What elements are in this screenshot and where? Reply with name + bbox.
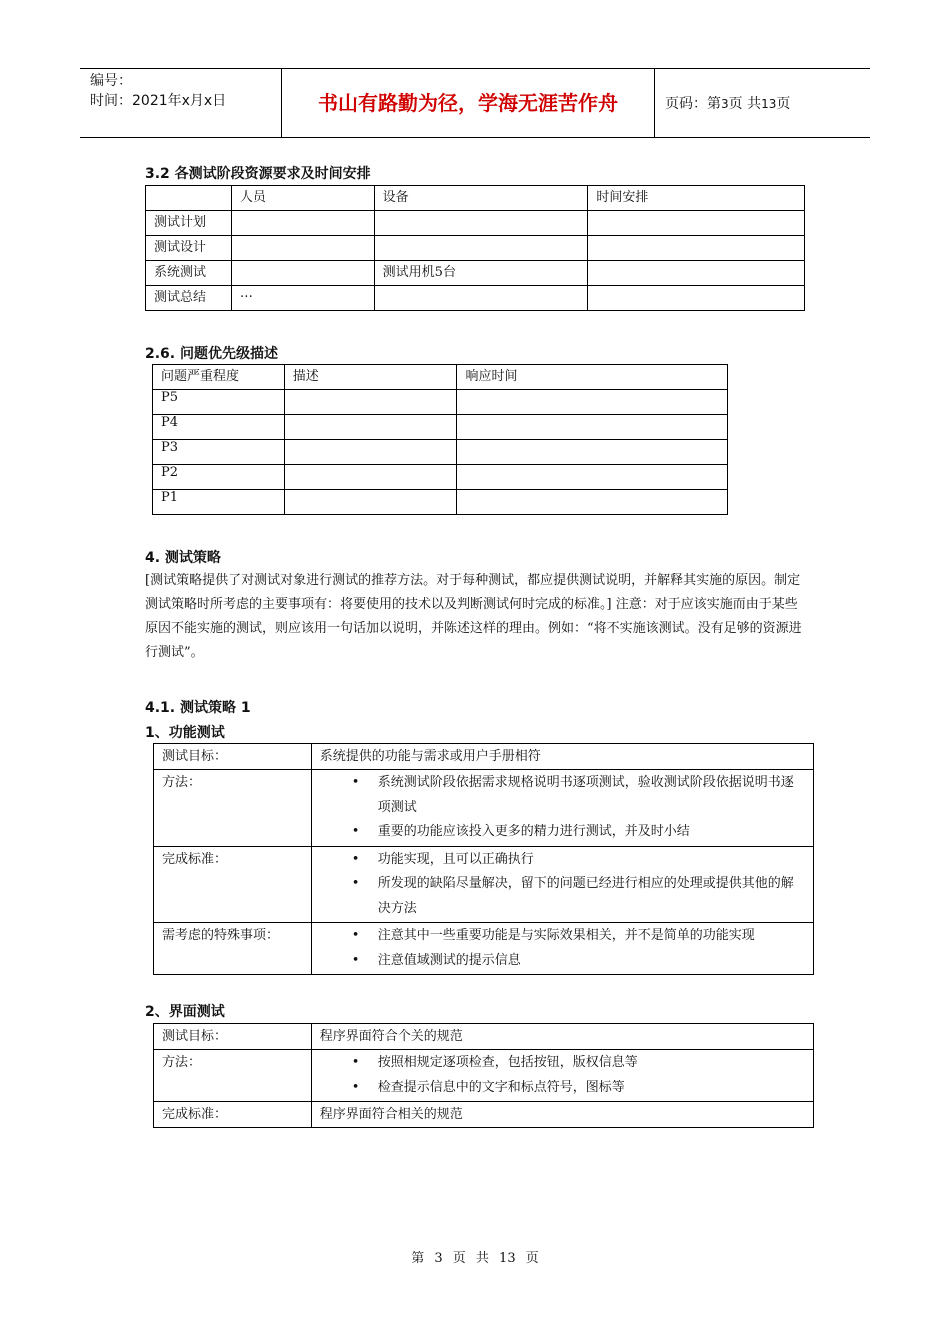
table-header-row: [146, 186, 805, 211]
header-divider: [654, 69, 655, 137]
table-cell: P3: [153, 440, 285, 465]
table-cell: …: [231, 286, 374, 311]
priority-table: [152, 364, 728, 515]
header-meta: [90, 71, 226, 111]
page-header: [80, 68, 870, 138]
table-cell: [588, 211, 805, 236]
table-cell: 完成标准：: [154, 846, 312, 923]
list-item: • 所发现的缺陷尽量解决，留下的问题已经进行相应的处理或提供其他的解决方法: [320, 872, 805, 921]
criteria-list: [320, 848, 805, 922]
table-cell: P5: [153, 390, 285, 415]
table-cell: [284, 415, 457, 440]
table-header-cell: 响应时间: [457, 365, 728, 390]
table-cell: 程序界面符合相关的规范: [311, 1102, 813, 1128]
table-cell: [457, 390, 728, 415]
table-cell: 测试计划: [146, 211, 232, 236]
table-row: [146, 261, 805, 286]
table-cell: [284, 440, 457, 465]
table-header-cell: 人员: [231, 186, 374, 211]
table-header-cell: 问题严重程度: [153, 365, 285, 390]
table-cell: 测试目标：: [154, 744, 312, 770]
table-header-row: [153, 365, 728, 390]
list-item: • 注意值域测试的提示信息: [320, 949, 805, 974]
table-cell: [457, 440, 728, 465]
table-row: [146, 236, 805, 261]
table-cell: 测试总结: [146, 286, 232, 311]
page-footer: 第 3 页 共 13 页: [411, 1251, 539, 1266]
ui-test-table: [153, 1023, 814, 1128]
table-cell: [284, 465, 457, 490]
table-cell: [284, 490, 457, 515]
table-row: [153, 390, 728, 415]
table-cell: [588, 286, 805, 311]
table-cell: [311, 923, 813, 975]
table-cell: 系统提供的功能与需求或用户手册相符: [311, 744, 813, 770]
strategy-paragraph: [测试策略提供了对测试对象进行测试的推荐方法。对于每种测试，都应提供测试说明，并解释其实施的原因。制定测试策略时所考虑的主要事项有：将要使用的技术以及判断测试何时完成的标准。] 注意：对于应该实施而由于某些原因不能实施的测试，则应该用一句话加以说明，并陈述这样的理由。例如：“将不实施该测试。没有足够的资源进行测试”。: [145, 573, 802, 660]
time-label: 时间：2021年x月x日: [90, 93, 227, 109]
section-heading-3-2: 3.2 各测试阶段资源要求及时间安排: [145, 166, 371, 182]
table-cell: [311, 770, 813, 847]
table-row: [154, 1102, 814, 1128]
header-page-number: 页码：第3页 共13页: [665, 96, 791, 112]
number-label: 编号：: [90, 73, 132, 89]
header-motto: 书山有路勤为径，学海无涯苦作舟: [318, 91, 618, 115]
table-cell: [284, 390, 457, 415]
table-row: [154, 1024, 814, 1050]
section-heading-2-6: 2.6. 问题优先级描述: [145, 346, 278, 362]
table-header-cell: 描述: [284, 365, 457, 390]
method-list: [320, 771, 805, 845]
table-cell: P4: [153, 415, 285, 440]
ui-test-heading: 2、界面测试: [145, 1004, 225, 1020]
table-row: [146, 211, 805, 236]
section-heading-4-1: 4.1. 测试策略 1: [145, 700, 251, 716]
table-row: [153, 490, 728, 515]
table-row: [153, 465, 728, 490]
table-cell: 测试用机5台: [374, 261, 588, 286]
special-list: [320, 924, 805, 973]
list-item: • 注意其中一些重要功能是与实际效果相关，并不是简单的功能实现: [320, 924, 805, 949]
section-heading-4: 4. 测试策略: [145, 550, 221, 566]
table-cell: 测试设计: [146, 236, 232, 261]
table-cell: [311, 846, 813, 923]
table-cell: [457, 415, 728, 440]
table-row: [154, 923, 814, 975]
table-row: [153, 440, 728, 465]
table-cell: [588, 261, 805, 286]
table-header-cell: 设备: [374, 186, 588, 211]
functional-test-table: [153, 743, 814, 975]
table-cell: [588, 236, 805, 261]
table-cell: [231, 236, 374, 261]
table-row: [146, 286, 805, 311]
table-cell: 系统测试: [146, 261, 232, 286]
table-row: [154, 744, 814, 770]
table-header-cell: [146, 186, 232, 211]
table-cell: 方法：: [154, 1050, 312, 1102]
list-item: • 重要的功能应该投入更多的精力进行测试，并及时小结: [320, 820, 805, 845]
table-cell: P2: [153, 465, 285, 490]
list-item: • 检查提示信息中的文字和标点符号，图标等: [320, 1076, 805, 1101]
list-item: • 系统测试阶段依据需求规格说明书逐项测试，验收测试阶段依据说明书逐项测试: [320, 771, 805, 820]
table-cell: [457, 490, 728, 515]
table-cell: [311, 1050, 813, 1102]
table-row: [154, 1050, 814, 1102]
table-row: [154, 770, 814, 847]
table-cell: P1: [153, 490, 285, 515]
table-cell: 方法：: [154, 770, 312, 847]
table-cell: [374, 236, 588, 261]
table-cell: [231, 261, 374, 286]
table-cell: 完成标准：: [154, 1102, 312, 1128]
table-header-cell: 时间安排: [588, 186, 805, 211]
table-cell: [374, 211, 588, 236]
table-cell: 测试目标：: [154, 1024, 312, 1050]
list-item: • 功能实现，且可以正确执行: [320, 848, 805, 873]
table-cell: [374, 286, 588, 311]
table-cell: 需考虑的特殊事项：: [154, 923, 312, 975]
functional-test-heading: 1、功能测试: [145, 725, 225, 741]
resource-table: [145, 185, 805, 311]
table-cell: 程序界面符合个关的规范: [311, 1024, 813, 1050]
table-row: [153, 415, 728, 440]
table-row: [154, 846, 814, 923]
table-cell: [231, 211, 374, 236]
table-cell: [457, 465, 728, 490]
list-item: • 按照相规定逐项检查，包括按钮，版权信息等: [320, 1051, 805, 1076]
method-list: [320, 1051, 805, 1100]
